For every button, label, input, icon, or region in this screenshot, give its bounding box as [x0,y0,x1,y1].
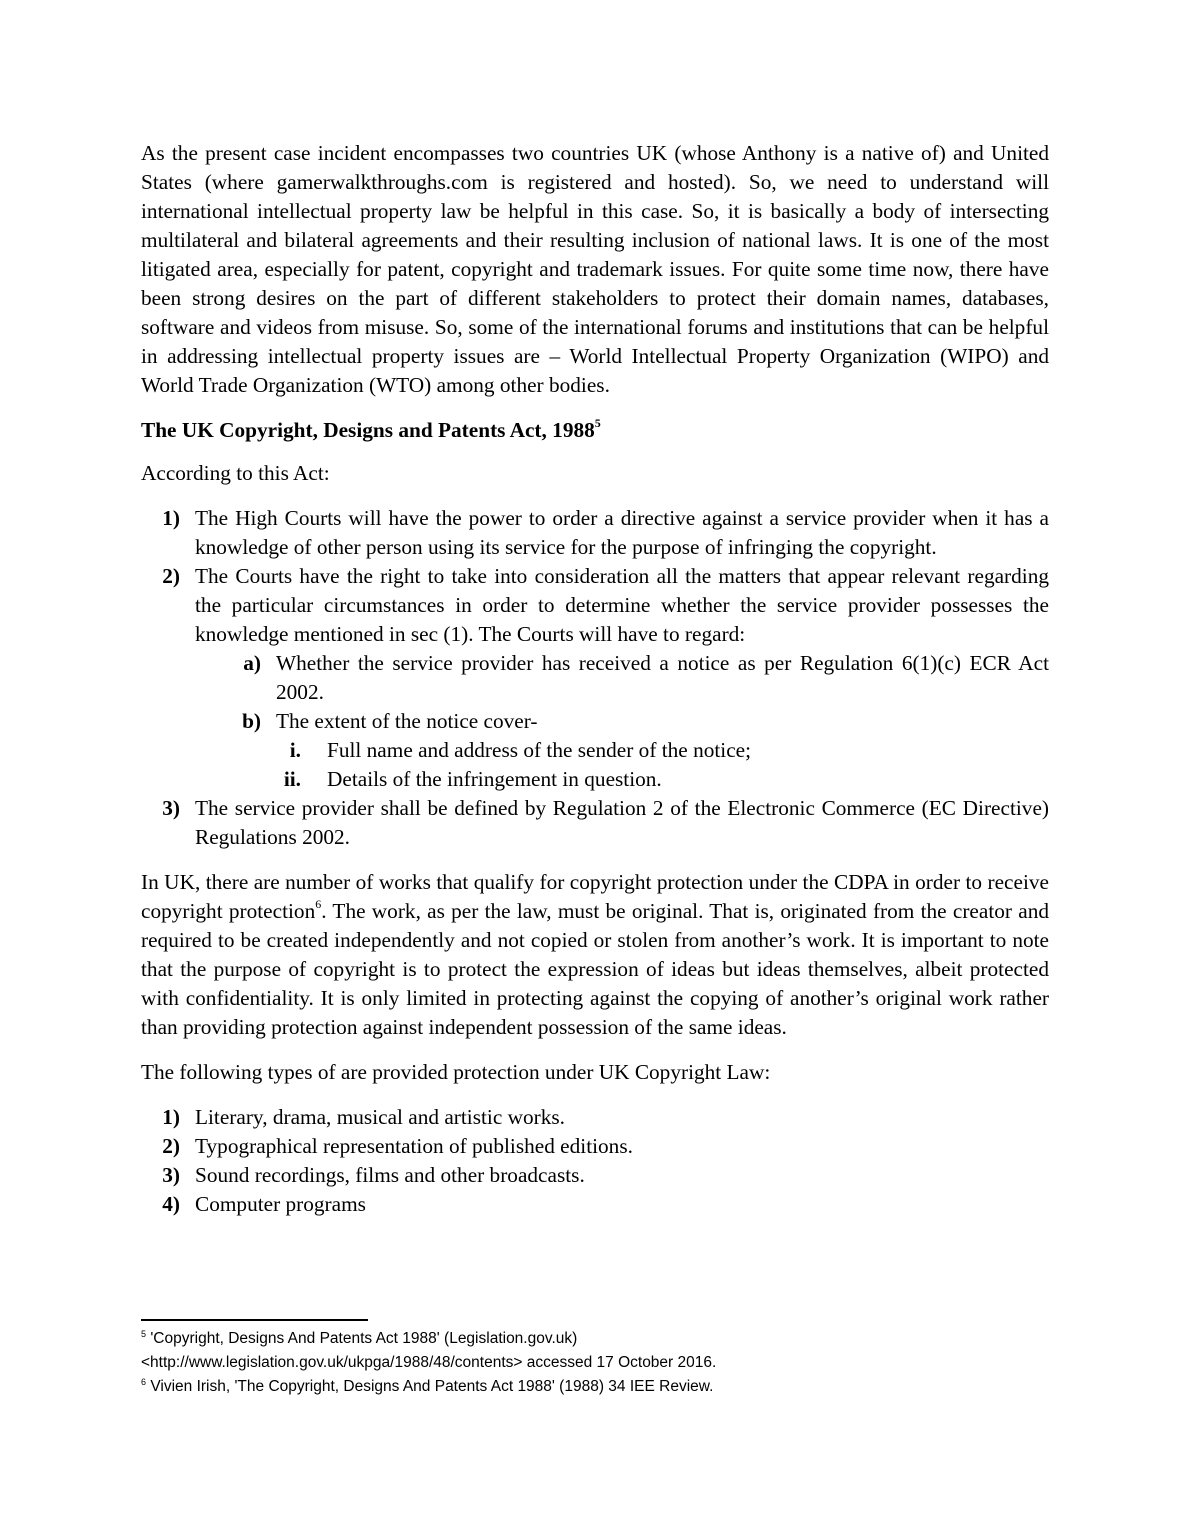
act-provisions-list [141,504,1049,852]
list-item-text: Details of the infringement in question. [327,767,662,791]
list-item-text: Full name and address of the sender of the notice; [327,738,752,762]
spacer [141,1087,1049,1103]
list-item [141,1161,1049,1190]
list-marker: i. [289,738,301,762]
list-item [141,794,1049,852]
spacer [141,488,1049,504]
list-item-text: Whether the service provider has received a notice as per Regulation 6(1)(c) ECR Act 2002. [276,651,1049,704]
list-marker: 3) [162,796,180,820]
footnote-5-continued [141,1351,1049,1375]
footnote-text: Vivien Irish, 'The Copyright, Designs And Patents Act 1988' (1988) 34 IEE Review. [150,1378,714,1395]
list-marker: a) [243,651,261,675]
cdpa-text-after: . The work, as per the law, must be original. That is, originated from the creator and required to be created independently and not copied or stolen from another’s work. It is important to note that the purpose of copyright is to protect the expression of ideas but ideas themselves, albeit protected with confidentiality. It is only limited in protecting against the copying of another’s original work rather than providing protection against independent possession of the same ideas. [141,899,1050,1039]
cdpa-text-before: In UK, there are number of works that qualify for copyright protection under the CDPA in order to receive copyright protection [141,870,1049,923]
list-item [141,1132,1049,1161]
footnote-number: 6 [141,1376,147,1387]
cdpa-paragraph [141,868,1049,1042]
spacer [141,1042,1049,1058]
list-marker: 3) [162,1163,180,1187]
list-marker: ii. [283,767,301,791]
list-marker: 1) [162,1105,180,1129]
list-item-text: The service provider shall be defined by Regulation 2 of the Electronic Commerce (EC Directive) Regulations 2002. [195,796,1049,849]
footnote-ref-5[interactable]: 5 [594,415,601,430]
sub-list-item [141,649,1049,707]
section-heading [141,416,1049,445]
types-intro: The following types of are provided protection under UK Copyright Law: [141,1060,771,1084]
list-item-text: The Courts have the right to take into consideration all the matters that appear relevant regarding the particular circumstances in order to determine whether the service provider possesses the knowledge mentioned in sec (1). The Courts will have to regard: [195,564,1049,646]
spacer [141,852,1049,868]
footnote-ref-6[interactable]: 6 [315,896,322,911]
list-item [141,1190,1049,1219]
section-heading-text: The UK Copyright, Designs and Patents Act, 1988 [141,418,595,442]
list-item [141,1103,1049,1132]
footnote-6 [141,1375,1049,1399]
footnote-link[interactable]: <http://www.legislation.gov.uk/ukpga/1988/48/contents> accessed 17 October 2016. [141,1354,717,1371]
spacer [141,400,1049,416]
list-item-text: Computer programs [195,1192,366,1216]
spacer [141,445,1049,459]
footnote-separator [141,1319,368,1321]
sub-sub-list-item [141,736,1049,765]
footnote-5 [141,1327,1049,1351]
sub-list-item [141,707,1049,736]
list-item-text: Literary, drama, musical and artistic works. [195,1105,566,1129]
list-marker: 4) [162,1192,180,1216]
protected-types-list [141,1103,1049,1219]
sub-sub-list-item [141,765,1049,794]
list-item [141,562,1049,649]
list-item-text: Sound recordings, films and other broadcasts. [195,1163,585,1187]
list-item-text: The High Courts will have the power to order a directive against a service provider when it has a knowledge of other person using its service for the purpose of infringing the copyright. [195,506,1049,559]
list-marker: b) [242,709,261,733]
list-marker: 2) [162,1134,180,1158]
footnote-number: 5 [141,1328,147,1339]
act-intro: According to this Act: [141,461,330,485]
list-item-text: The extent of the notice cover- [276,709,538,733]
footnotes-section [141,1319,1049,1399]
intro-paragraph: As the present case incident encompasses two countries UK (whose Anthony is a native of) and United States (where gamerwalkthroughs.com is registered and hosted). So, we need to understand will international intellectual property law be helpful in this case. So, it is basically a body of intersecting multilateral and bilateral agreements and their resulting inclusion of national laws. It is one of the most litigated area, especially for patent, copyright and trademark issues. For quite some time now, there have been strong desires on the part of different stakeholders to protect their domain names, databases, software and videos from misuse. So, some of the international forums and institutions that can be helpful in addressing intellectual property issues are – World Intellectual Property Organization (WIPO) and World Trade Organization (WTO) among other bodies. [141,141,1049,397]
footnote-text: 'Copyright, Designs And Patents Act 1988' (Legislation.gov.uk) [150,1330,578,1347]
list-item [141,504,1049,562]
list-marker: 2) [162,564,180,588]
list-item-text: Typographical representation of published editions. [195,1134,633,1158]
document-page [141,139,1049,1219]
list-marker: 1) [162,506,180,530]
